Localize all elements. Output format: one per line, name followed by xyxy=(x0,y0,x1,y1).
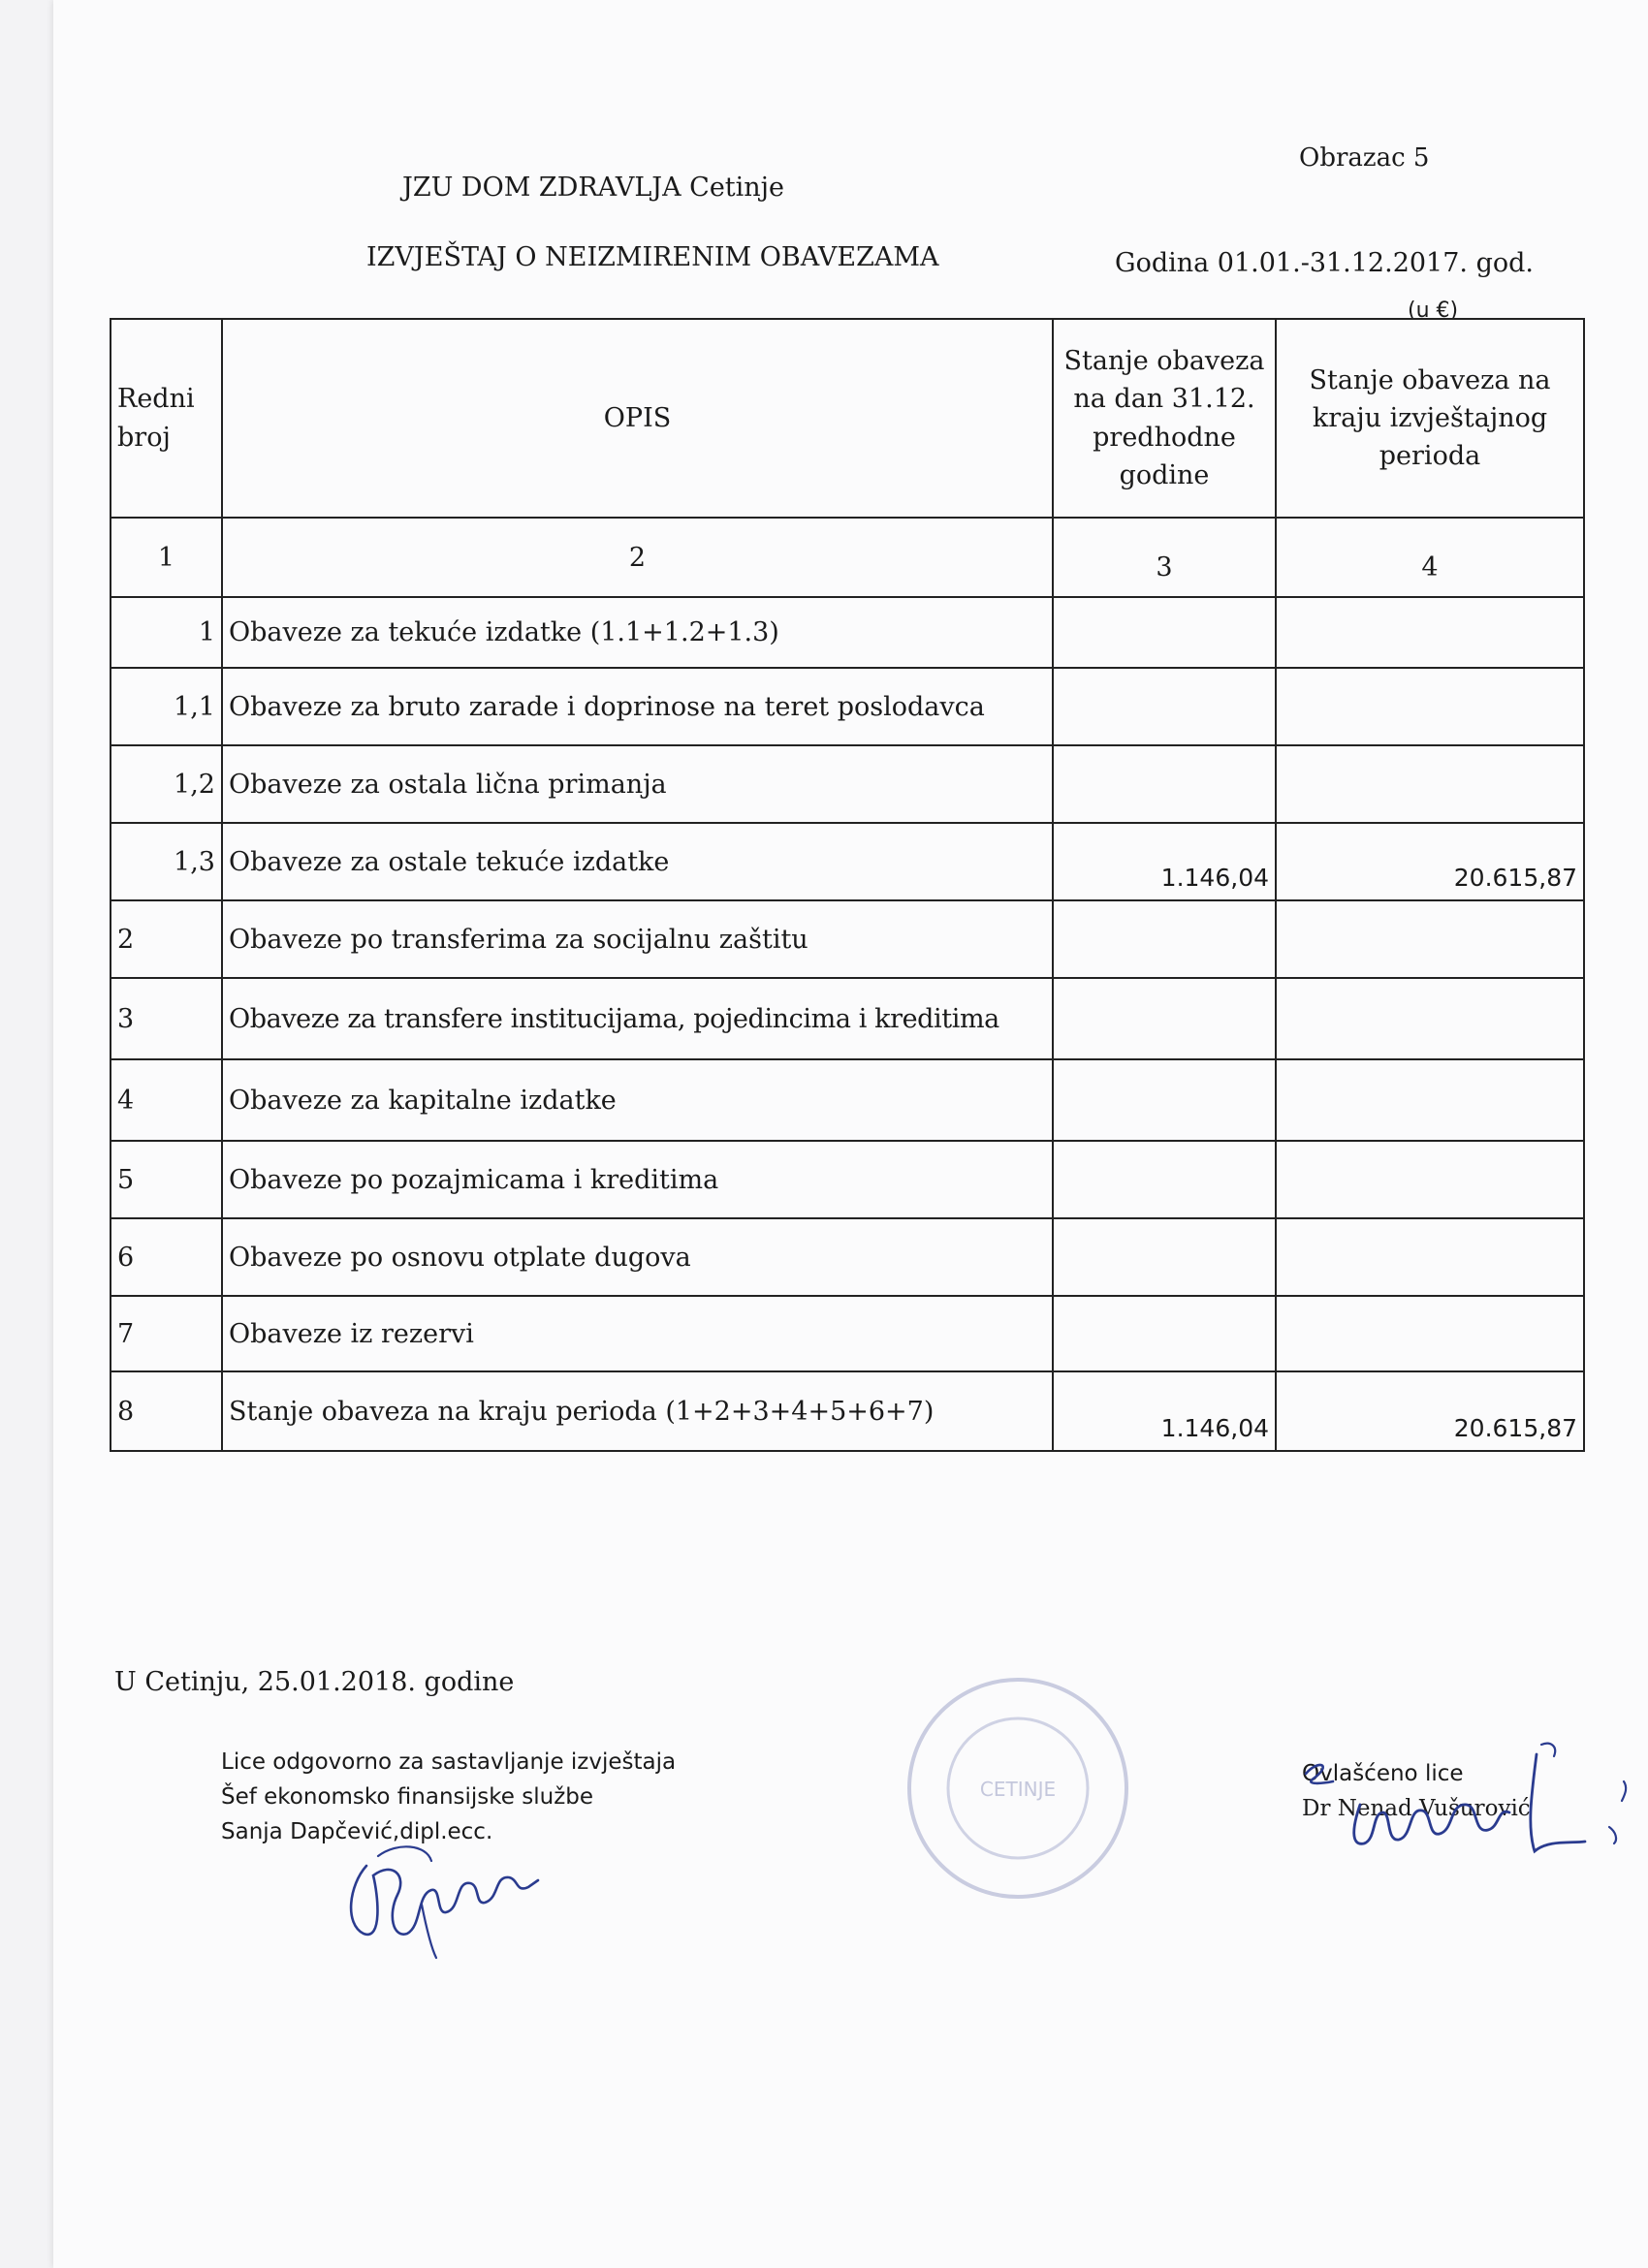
row-description: Stanje obaveza na kraju perioda (1+2+3+4+5+6+7) xyxy=(222,1371,1053,1451)
row-prev-value xyxy=(1053,1059,1276,1141)
row-number: 7 xyxy=(111,1296,222,1371)
table-row xyxy=(111,1059,1584,1141)
row-number: 1,1 xyxy=(111,668,222,745)
row-number: 1,2 xyxy=(111,745,222,823)
row-number: 6 xyxy=(111,1218,222,1296)
table-row xyxy=(111,597,1584,668)
row-prev-value xyxy=(1053,597,1276,668)
table-row xyxy=(111,1296,1584,1371)
column-number: 4 xyxy=(1276,518,1584,597)
row-description: Obaveze za bruto zarade i doprinose na teret poslodavca xyxy=(222,668,1053,745)
table-row-total xyxy=(111,1371,1584,1451)
row-curr-value xyxy=(1276,1218,1584,1296)
table-row xyxy=(111,745,1584,823)
column-header-opis: OPIS xyxy=(222,319,1053,518)
column-header-redni-broj: Redni broj xyxy=(111,319,222,518)
row-description: Obaveze za transfere institucijama, pojedincima i kreditima xyxy=(222,978,1053,1059)
official-stamp xyxy=(902,1672,1134,1905)
row-prev-value xyxy=(1053,1218,1276,1296)
row-number: 1,3 xyxy=(111,823,222,900)
row-number: 1 xyxy=(111,597,222,668)
column-header-prev: Stanje obaveza na dan 31.12. predhodne godine xyxy=(1053,319,1276,518)
row-prev-value xyxy=(1053,1296,1276,1371)
row-number: 5 xyxy=(111,1141,222,1218)
row-description: Obaveze po osnovu otplate dugova xyxy=(222,1218,1053,1296)
row-curr-value xyxy=(1276,900,1584,978)
row-number: 4 xyxy=(111,1059,222,1141)
row-curr-value xyxy=(1276,978,1584,1059)
column-number: 2 xyxy=(222,518,1053,597)
column-number: 1 xyxy=(111,518,222,597)
row-curr-value xyxy=(1276,597,1584,668)
preparer-role: Lice odgovorno za sastavljanje izvještaja xyxy=(221,1749,677,1775)
row-prev-value xyxy=(1053,900,1276,978)
row-description: Obaveze za kapitalne izdatke xyxy=(222,1059,1053,1141)
table-row xyxy=(111,1218,1584,1296)
row-description: Obaveze iz rezervi xyxy=(222,1296,1053,1371)
row-curr-value xyxy=(1276,668,1584,745)
row-prev-value xyxy=(1053,745,1276,823)
row-description: Obaveze za ostale tekuće izdatke xyxy=(222,823,1053,900)
preparer-name: Sanja Dapčević,dipl.ecc. xyxy=(221,1819,493,1844)
row-prev-value xyxy=(1053,978,1276,1059)
table-row xyxy=(111,978,1584,1059)
row-prev-value xyxy=(1053,1141,1276,1218)
report-title: IZVJEŠTAJ O NEIZMIRENIM OBAVEZAMA xyxy=(366,242,939,272)
row-curr-value xyxy=(1276,745,1584,823)
row-number: 8 xyxy=(111,1371,222,1451)
row-curr-value xyxy=(1276,1296,1584,1371)
row-curr-value xyxy=(1276,1141,1584,1218)
preparer-block xyxy=(221,1745,676,1849)
table-header-row xyxy=(111,319,1584,518)
row-number: 3 xyxy=(111,978,222,1059)
row-prev-value xyxy=(1053,668,1276,745)
row-description: Obaveze za tekuće izdatke (1.1+1.2+1.3) xyxy=(222,597,1053,668)
column-number: 3 xyxy=(1053,518,1276,597)
row-description: Obaveze po transferima za socijalnu zaštitu xyxy=(222,900,1053,978)
row-curr-value: 20.615,87 xyxy=(1276,823,1584,900)
table-row xyxy=(111,668,1584,745)
column-number-row xyxy=(111,518,1584,597)
row-number: 2 xyxy=(111,900,222,978)
institution-name: JZU DOM ZDRAVLJA Cetinje xyxy=(402,173,785,203)
authorized-name: Dr Nenad Vušurović xyxy=(1302,1796,1531,1821)
row-prev-value: 1.146,04 xyxy=(1053,1371,1276,1451)
row-prev-value: 1.146,04 xyxy=(1053,823,1276,900)
obligations-table xyxy=(110,318,1585,1452)
report-period: Godina 01.01.-31.12.2017. god. xyxy=(1115,248,1534,278)
authorized-signature xyxy=(1294,1735,1643,1880)
table-row xyxy=(111,823,1584,900)
stamp-text: CETINJE xyxy=(979,1778,1057,1801)
form-number: Obrazac 5 xyxy=(1299,143,1430,173)
table-row xyxy=(111,1141,1584,1218)
table-row xyxy=(111,900,1584,978)
currency-note: (u €) xyxy=(1408,299,1459,323)
row-description: Obaveze za ostala lična primanja xyxy=(222,745,1053,823)
row-curr-value: 20.615,87 xyxy=(1276,1371,1584,1451)
column-header-curr: Stanje obaveza na kraju izvještajnog perioda xyxy=(1276,319,1584,518)
authorized-role: Ovlašćeno lice xyxy=(1302,1761,1464,1786)
preparer-signature xyxy=(339,1837,582,1963)
row-curr-value xyxy=(1276,1059,1584,1141)
preparer-position: Šef ekonomsko finansijske službe xyxy=(221,1784,594,1810)
place-and-date: U Cetinju, 25.01.2018. godine xyxy=(114,1667,515,1697)
row-description: Obaveze po pozajmicama i kreditima xyxy=(222,1141,1053,1218)
